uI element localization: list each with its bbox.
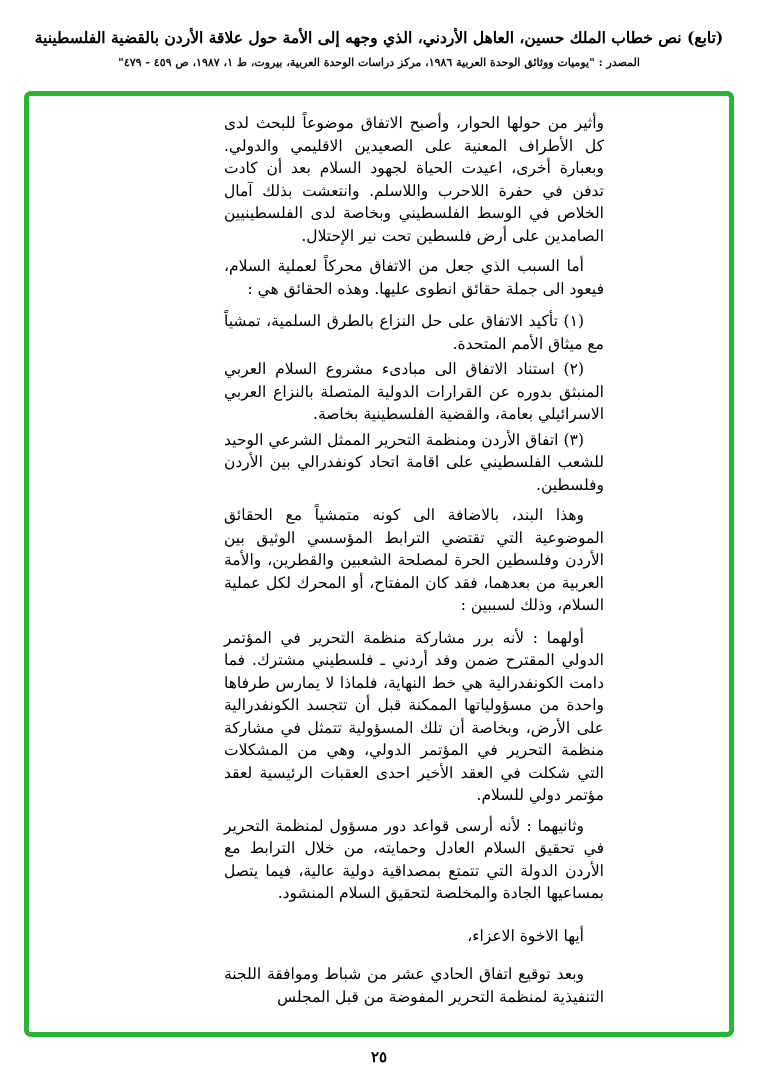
body-text-column — [224, 112, 604, 1011]
opening-paragraph: وأثير من حولها الحوار، وأصبح الاتفاق موضوعاً للبحث لدى كل الأطراف المعنية على الصعيدين الاقليمي والدولي. وبعبارة أخرى، اعيدت الحياة لجهود السلام بعد أن كادت تدفن في حفرة اللاحرب واللاسلم. وانتعشت بذلك آمال الخلاص في الوسط الفلسطيني وبخاصة لدى الفلسطينيين الصامدين على أرض فلسطين تحت نير الإحتلال. — [224, 114, 604, 245]
second-reason-paragraph: وثانيهما : لأنه أرسى قواعد دور مسؤول لمنظمة التحرير في تحقيق السلام العادل وحمايته، من خلال الترابط مع الأردن الدولة التي تتمتع بمصداقية دولية عالية، فيما يتصل بمساعيها الجادة والمخلصة لتحقيق السلام المنشود. — [224, 816, 604, 902]
page-number: ٢٥ — [370, 1048, 388, 1066]
clause-commentary-paragraph: وهذا البند، بالاضافة الى كونه متمشياً مع الحقائق الموضوعية التي تقتضي الترابط المؤسسي الوثيق بين الأردن وفلسطين الحرة لمصلحة الشعبين والقطرين، والأمة العربية من بعدهما، فقد كان المفتاح، أو المحرك لكل عملية السلام، وذلك لسببين : — [224, 506, 604, 614]
source-citation: المصدر : "يوميات ووثائق الوحدة العربية ١٩٨٦، مركز دراسات الوحدة العربية، بيروت، ط ١، ١٩٨٧، ص ٤٥٩ - ٤٧٩" — [118, 56, 640, 69]
point-1: (١) تأكيد الاتفاق على حل النزاع بالطرق السلمية، تمشياً مع ميثاق الأمم المتحدة. — [224, 312, 604, 353]
closing-paragraph: وبعد توقيع اتفاق الحادي عشر من شباط وموافقة اللجنة التنفيذية لمنظمة التحرير المفوضة من قبل المجلس — [224, 965, 604, 1006]
page-header — [20, 27, 738, 70]
point-3: (٣) اتفاق الأردن ومنظمة التحرير الممثل الشرعي الوحيد للشعب الفلسطيني على اقامة اتحاد كونفدرالي بين الأردن وفلسطين. — [224, 430, 604, 494]
reasons-intro-paragraph: أما السبب الذي جعل من الاتفاق محركاً لعملية السلام، فيعود الى جملة حقائق انطوى عليها. وهذه الحقائق هي : — [224, 257, 604, 298]
salutation-line: أيها الاخوة الاعزاء، — [467, 926, 584, 945]
green-page-frame — [24, 91, 734, 1037]
document-title: (تابع) نص خطاب الملك حسين، العاهل الأردني، الذي وجهه إلى الأمة حول علاقة الأردن بالقضية الفلسطينية — [34, 28, 724, 47]
first-reason-paragraph: أولهما : لأنه برر مشاركة منظمة التحرير في المؤتمر الدولي المقترح ضمن وفد أردني ـ فلسطيني مشترك. فما دامت الكونفدرالية هي خط النهاية، فلماذا لا يمارس طرفاها واحدة من مسؤولياتها الممكنة قبل أن تتجسد الكونفدرالية على الأرض، وبخاصة أن تلك المسؤولية تتمثل في مشاركة منظمة التحرير في المؤتمر الدولي، وهي من المشكلات التي شكلت في العقد الأخير احدى العقبات الرئيسية لعقد مؤتمر دولي للسلام. — [224, 628, 604, 804]
point-2: (٢) استناد الاتفاق الى مبادىء مشروع السلام العربي المنبثق بدوره عن القرارات الدولية المتصلة بالنزاع العربي الاسرائيلي بعامة، والقضية الفلسطينية بخاصة. — [224, 360, 604, 423]
